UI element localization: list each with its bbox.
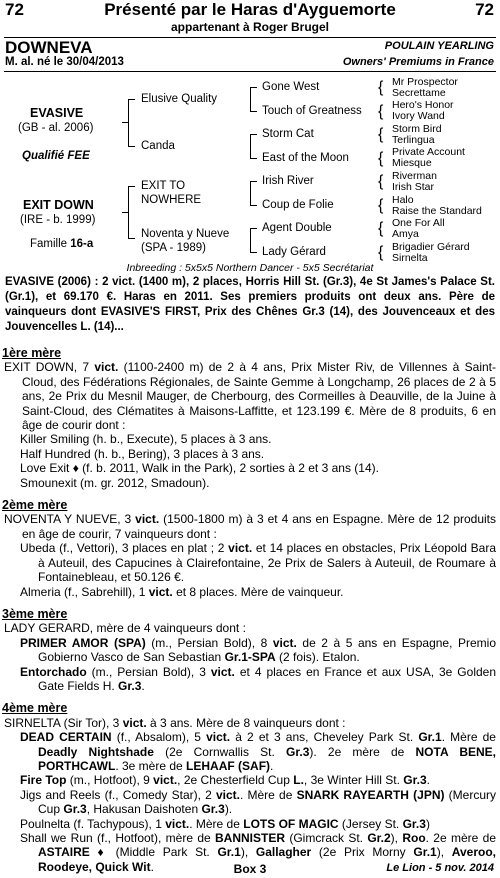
ped-g4-11: Halo [392, 194, 414, 206]
ped-g3-3: Storm Cat [262, 128, 314, 140]
brace-tick [250, 181, 257, 182]
brace-g3: { [378, 197, 384, 214]
family-value: 16-a [70, 238, 94, 250]
sire-origin: (GB - al. 2006) [18, 122, 94, 134]
sire-summary: EVASIVE (2006) : 2 vict. (1400 m), 2 places, Horris Hill St. (Gr.3), 4e St James's Palace St. (Gr.1), et 69.170 €. Haras en 2011. Ses premiers produits ont deux ans. Père de vainqueurs dont EVASIVE'S FIRST, Prix des Chênes Gr.3 (14), des Jouvenceaux et des Jouvencelles L. (14)... [5, 276, 495, 333]
horse-name: DOWNEVA [5, 38, 93, 57]
brace-g3: { [378, 103, 384, 120]
dam-origin: (IRE - b. 1999) [20, 214, 96, 226]
list-item: DEAD CERTAIN (f., Absalom), 5 vict. à 2 et 3 ans, Cheveley Park St. Gr.1. Mère de Deadly Nightshade (2e Cornwallis St. Gr.3). 2e mère de NOTA BENE, PORTHCAWL. 3e mère de LEHAAF (SAF). [20, 730, 497, 773]
ped-g4-12: Raise the Standard [392, 205, 482, 217]
family-line [30, 238, 93, 250]
ped-g4-2: Secrettame [392, 87, 446, 99]
brace-tick [128, 99, 135, 100]
ped-g2-dam-sire-1: EXIT TO [141, 180, 186, 192]
brace-tick [250, 158, 257, 159]
sale-venue-date: Le Lion - 5 nov. 2014 [386, 862, 494, 874]
ped-g4-15: Brigadier Gérard [392, 241, 470, 253]
ped-g4-9: Riverman [392, 170, 437, 182]
ped-g3-5: Irish River [262, 175, 314, 187]
section-title-2: 2ème mère [2, 498, 68, 513]
premiums-note: Owners' Premiums in France [342, 56, 494, 68]
brace-tick [128, 146, 135, 147]
brace-tick [250, 87, 257, 88]
brace-g2 [250, 134, 251, 158]
ped-g3-4: East of the Moon [262, 152, 349, 164]
ped-g4-14: Amya [392, 228, 419, 240]
brace-g3: { [378, 220, 384, 237]
list-item: Almeria (f., Sabrehill), 1 vict. et 8 places. Mère de vainqueur. [20, 584, 344, 599]
list-item: PRIMER AMOR (SPA) (m., Persian Bold), 8 vict. de 2 à 5 ans en Espagne, Premio Gobierno Vasco de San Sebastian Gr.1-SPA (2 fois). Etalon. [20, 635, 496, 665]
list-item: Smounexit (m. gr. 2012, Smadoun). [20, 475, 210, 490]
page-title: Présenté par le Haras d'Ayguemorte [104, 0, 396, 19]
ped-g3-1: Gone West [262, 81, 320, 93]
box-label: Box 3 [233, 862, 267, 876]
sire-qualification: Qualifié FEE [22, 150, 90, 162]
list-item: Fire Top (m., Hotfoot), 9 vict., 2e Chesterfield Cup L., 3e Winter Hill St. Gr.3. [20, 773, 430, 788]
brace-tick [128, 238, 135, 239]
dam-name: EXIT DOWN [23, 198, 94, 212]
ped-g4-16: Sirnelta [392, 252, 428, 264]
list-item: Killer Smiling (h. b., Execute), 5 places à 3 ans. [20, 432, 272, 447]
first-dam-paragraph: EXIT DOWN, 7 vict. (1100-2400 m) de 2 à 4 ans, Prix Mister Riv, de Villennes à Saint-Cloud, des Fédérations Régionales, de Sainte Gemme à Longchamp, 26 places de 2 à 5 ans, 2e Prix du Mesnil Mauger, de Cherbourg, des Cormeilles à Deauville, de la Juine à Saint-Cloud, des Clématites à Maisons-Laffitte, et 123.199 €. Mère de 8 produits, 6 en âge de courir dont : [4, 360, 496, 433]
list-item: Half Hundred (h. b., Bering), 3 places à 3 ans. [20, 446, 265, 461]
horse-birth: M. al. né le 30/04/2013 [5, 56, 124, 68]
ped-g4-13: One For All [392, 217, 445, 229]
ped-g3-2: Touch of Greatness [262, 105, 362, 117]
list-item: Jigs and Reels (f., Comedy Star), 2 vict.. Mère de SNARK RAYEARTH (JPN) (Mercury Cup Gr.3, Hakusan Daishoten Gr.3). [20, 787, 497, 817]
section-title-3: 3ème mère [2, 606, 68, 621]
ped-g3-6: Coup de Folie [262, 199, 334, 211]
pedigree-table [0, 0, 500, 275]
brace-tick [128, 186, 135, 187]
brace-tick [250, 111, 257, 112]
brace-g2 [250, 87, 251, 111]
sire-name: EVASIVE [30, 106, 84, 120]
ped-g2-sire-sire: Elusive Quality [141, 93, 218, 105]
ped-g4-10: Irish Star [392, 181, 435, 193]
lot-number-left: 72 [5, 0, 24, 19]
brace-tick [250, 252, 257, 253]
brace-tick [250, 205, 257, 206]
ped-g4-1: Mr Prospector [392, 76, 458, 88]
list-item: Shall we Run (f., Hotfoot), mère de BANNISTER (Gimcrack St. Gr.2), Roo. 2e mère de ASTAIRE ♦ (Middle Park St. Gr.1), Gallagher (2e Prix Morny Gr.1), Averoo, Roodeye, Quick Wit. [20, 831, 496, 874]
ped-g2-dam-sire-2: NOWHERE [141, 194, 202, 206]
third-dam-paragraph: LADY GERARD, mère de 4 vainqueurs dont : [4, 621, 246, 636]
ped-g3-7: Agent Double [262, 222, 332, 234]
brace-tick [122, 122, 129, 123]
brace-g2 [250, 228, 251, 252]
family-label: Famille [30, 238, 71, 250]
ped-g4-3: Hero's Honor [392, 99, 454, 111]
brace-g3: { [378, 79, 384, 96]
fourth-dam-paragraph: SIRNELTA (Sir Tor), 3 vict. à 3 ans. Mère de 8 vainqueurs dont : [4, 715, 346, 730]
inbreeding-note: Inbreeding : 5x5x5 Northern Dancer - 5x5 Secrétariat [126, 262, 374, 274]
brace-tick [250, 228, 257, 229]
second-dam-paragraph: NOVENTA Y NUEVE, 3 vict. (1500-1800 m) à 3 et 4 ans en Espagne. Mère de 12 produits en âge de courir, 7 vainqueurs dont : [4, 512, 497, 541]
brace-tick [122, 212, 129, 213]
ped-g4-8: Miesque [392, 157, 432, 169]
horse-category: POULAIN YEARLING [384, 40, 494, 52]
ped-g4-6: Terlingua [392, 134, 435, 146]
ped-g2-sire-dam: Canda [141, 140, 175, 152]
ped-g2-dam-dam: Noventa y Nueve [141, 228, 230, 240]
dam-line-body [2, 346, 496, 874]
brace-tick [250, 134, 257, 135]
list-item: Love Exit ♦ (f. b. 2011, Walk in the Park), 2 sorties à 2 et 3 ans (14). [20, 461, 379, 476]
owner-subtitle: appartenant à Roger Brugel [170, 20, 330, 34]
section-title-1: 1ère mère [2, 346, 62, 360]
list-item: Ubeda (f., Vettori), 3 places en plat ; 2 vict. et 14 places en obstacles, Prix Léopold Bara à Auteuil, des Capucines à Clairefontaine, 2e Prix de Salers à Auteuil, de Roumare à Fontainebleau, et 50.126 €. [20, 541, 496, 585]
ped-g3-8: Lady Gérard [262, 246, 326, 258]
brace-g3: { [378, 126, 384, 143]
ped-g4-5: Storm Bird [392, 123, 442, 135]
brace-g3: { [378, 173, 384, 190]
section-title-4: 4ème mère [2, 701, 68, 716]
list-item: Poulnelta (f. Tachypous), 1 vict.. Mère de LOTS OF MAGIC (Jersey St. Gr.3) [20, 816, 430, 831]
brace-g2 [250, 181, 251, 205]
ped-g2-dam-dam-origin: (SPA - 1989) [141, 242, 206, 254]
list-item: Entorchado (m., Persian Bold), 3 vict. et 4 places en France et aux USA, 3e Golden Gate Fields H. Gr.3. [20, 664, 497, 693]
brace-g3: { [378, 150, 384, 167]
lot-number-right: 72 [475, 0, 494, 19]
brace-g3: { [378, 244, 384, 261]
ped-g4-7: Private Account [392, 146, 465, 158]
ped-g4-4: Ivory Wand [392, 110, 445, 122]
